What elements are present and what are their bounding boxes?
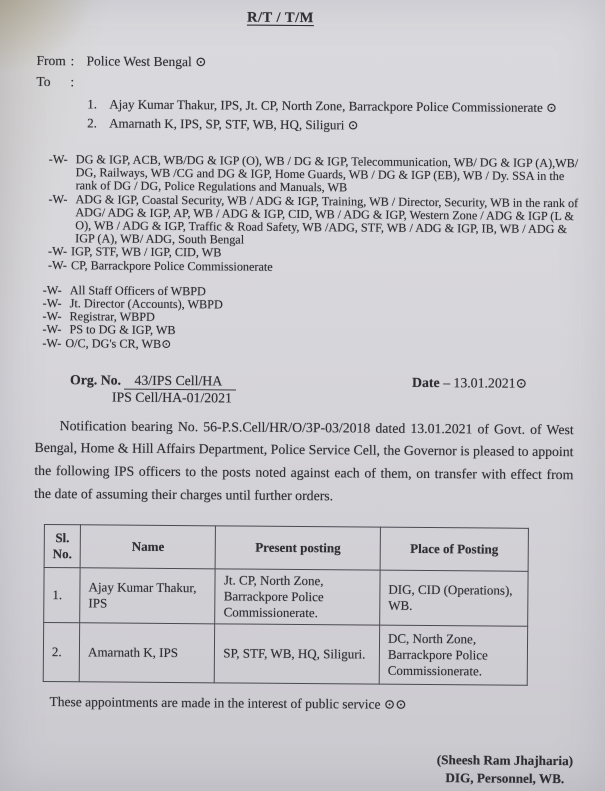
addressee-number: 2.	[87, 115, 97, 131]
date-block	[412, 375, 527, 392]
org-number-label: Org. No.	[70, 372, 122, 388]
cell-sl-no: 2.	[43, 623, 80, 682]
wb-marker: -W-	[47, 257, 67, 272]
copy-item	[42, 337, 582, 354]
copy-item	[49, 153, 584, 197]
copy-item	[48, 259, 583, 276]
addressee-text: Ajay Kumar Thakur, IPS, Jt. CP, North Zone, Barrackpore Police Commissionerate ⊙	[109, 96, 558, 116]
copy-item-text: CP, Barrackpore Police Commissionerate	[70, 257, 273, 274]
to-row	[36, 71, 604, 96]
org-number-value: 43/IPS Cell/HA	[124, 372, 236, 390]
copy-distribution-list-primary	[48, 153, 584, 276]
signature-block	[437, 751, 574, 787]
cell-place-of-posting: DC, North Zone, Barrackpore Police Commissionerate.	[379, 625, 528, 685]
copy-item-text: PS to DG & IGP, WB	[69, 322, 176, 338]
from-row	[37, 50, 605, 75]
cell-sl-no: 1.	[44, 568, 81, 623]
wb-marker: -W-	[42, 282, 62, 297]
to-label: To	[36, 73, 51, 90]
addressee-number: 1.	[87, 96, 98, 112]
column-header-name: Name	[80, 525, 216, 569]
copy-distribution-list-secondary	[42, 284, 583, 354]
org-number-second-line: IPS Cell/HA-01/2021	[111, 389, 232, 406]
copy-item-text: Jt. Director (Accounts), WBPD	[69, 296, 223, 312]
column-header-present-posting: Present posting	[215, 526, 380, 570]
copy-item-text: O/C, DG's CR, WB⊙	[65, 335, 172, 351]
copy-item-text: IGP, STF, WB / IGP, CID, WB	[71, 244, 222, 260]
postings-table	[43, 524, 529, 686]
addressee-text: Amarnath K, IPS, SP, STF, WB, HQ, Siliguri ⊙	[109, 115, 359, 133]
cell-present-posting: Jt. CP, North Zone, Barrackpore Police Commissionerate.	[215, 569, 380, 625]
table-header-row	[44, 525, 528, 572]
copy-item	[48, 193, 583, 250]
wb-marker: -W-	[48, 244, 68, 259]
addressee-list	[87, 94, 604, 136]
from-separator: :	[70, 53, 75, 69]
document-title-text: R/T / T/M	[246, 9, 314, 27]
signature-designation: DIG, Personnel, WB.	[445, 769, 565, 786]
column-header-place-of-posting: Place of Posting	[380, 527, 528, 571]
copy-item-text: ADG & IGP, Coastal Security, WB / ADG & IGP, Training, WB / Director, Security, WB in the rank of ADG/ ADG & IGP, AP, WB / ADG & IGP, CID, WB / ADG & IGP, Western Zone / ADG & IGP (L & O), WB / ADG & IGP, Traffic & Road Safety, WB /ADG, STF, WB / ADG & IGP, IB, WB / ADG & IGP (A), WB/ ADG, South Bengal	[75, 191, 579, 247]
cell-name: Ajay Kumar Thakur, IPS	[80, 568, 216, 624]
from-label: From	[36, 52, 66, 69]
document-title	[247, 9, 314, 28]
cell-place-of-posting: DIG, CID (Operations), WB.	[380, 570, 528, 626]
from-value: Police West Bengal ⊙	[86, 53, 207, 70]
copy-item-text: Registrar, WBPD	[69, 309, 155, 325]
wb-marker: -W-	[42, 309, 62, 324]
table-row	[43, 623, 527, 686]
closing-line: These appointments are made in the interest of public service ⊙⊙	[49, 694, 407, 713]
from-to-block	[36, 50, 604, 96]
notification-paragraph: Notification bearing No. 56-P.S.Cell/HR/O/3P-03/2018 dated 13.01.2021 of Govt. of West Bengal, Home & Hill Affairs Department, Police Service Cell, the Governor is pleased to appoint the following IPS officers to the posts noted against each of them, on transfer with effect from the date of assuming their charges until further orders.	[34, 417, 574, 503]
cell-present-posting: SP, STF, WB, HQ, Siliguri.	[215, 624, 380, 684]
to-separator: :	[70, 74, 75, 90]
wb-marker: -W-	[42, 322, 62, 337]
copy-item-text: All Staff Officers of WBPD	[69, 283, 206, 299]
cell-name: Amarnath K, IPS	[79, 623, 215, 683]
date-value: – 13.01.2021⊙	[443, 374, 528, 391]
signature-name: (Sheesh Ram Jhajharia)	[436, 752, 574, 769]
wb-marker: -W-	[48, 191, 68, 206]
wb-marker: -W-	[48, 152, 68, 167]
column-header-sl-no: Sl. No.	[44, 525, 80, 568]
copy-item-text: DG & IGP, ACB, WB/DG & IGP (O), WB / DG & IGP, Telecommunication, WB/ DG & IGP (A),WB/ DG, Railways, WB /CG and DG & IGP, Home Guards, WB / DG & IGP (EB), WB / Dy. SSA in the rank of DG / DG, Police Regulations and Manuals, WB	[75, 152, 579, 195]
document-content	[0, 7, 605, 788]
date-label: Date	[412, 374, 440, 390]
reference-and-date-row	[70, 372, 602, 412]
table-row	[44, 568, 528, 627]
wb-marker: -W-	[42, 296, 62, 311]
wb-marker: -W-	[42, 335, 62, 350]
